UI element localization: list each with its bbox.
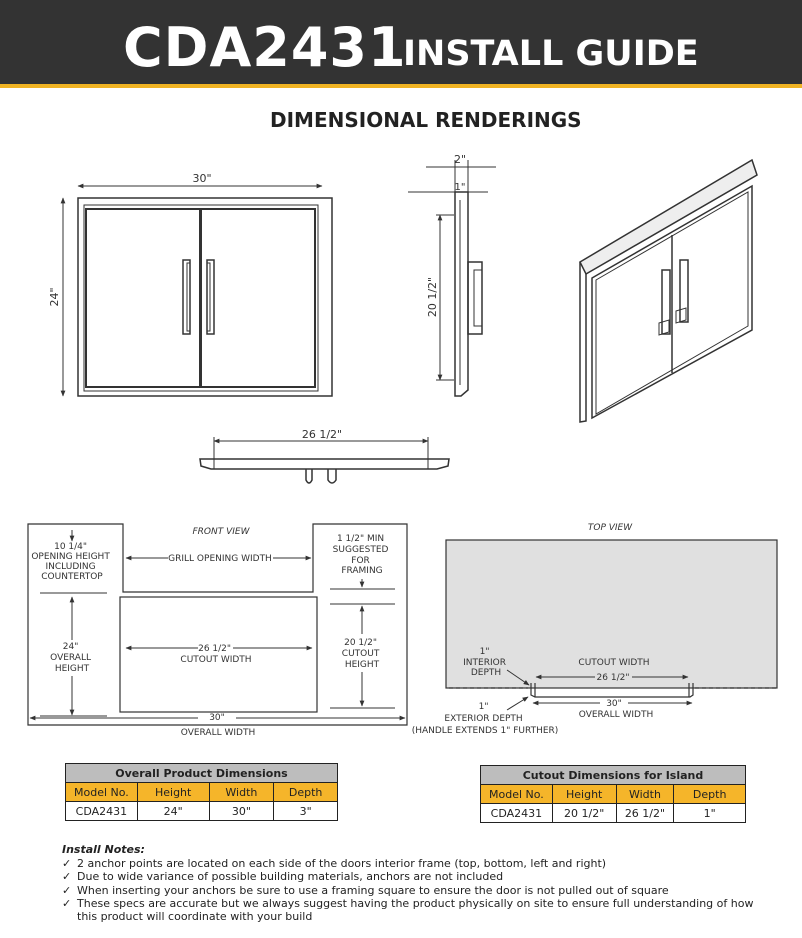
exterior-depth-note: 1" EXTERIOR DEPTH (HANDLE EXTENDS 1" FURTHER) [411,702,559,736]
column-header: Model No. [481,785,553,804]
notes-title: Install Notes: [62,843,145,856]
column-header: Model No. [66,783,138,802]
table-cell: 20 1/2" [552,804,616,823]
section-title: DIMENSIONAL RENDERINGS [270,108,582,132]
table-cell: 26 1/2" [616,804,674,823]
top-view-title: TOP VIEW [587,523,633,533]
check-icon: ✓ [62,883,72,897]
top-overall-width-value: 30" [606,699,622,709]
column-header: Depth [274,783,338,802]
opening-height-note: 10 1/4" OPENING HEIGHT INCLUDING COUNTERTOP [31,542,110,582]
top-cutout-width-value: 26 1/2" [596,673,630,683]
top-cutout-width-caption: CUTOUT WIDTH [578,658,650,668]
side-render [455,192,482,396]
check-icon: ✓ [62,896,72,910]
note-text: 2 anchor points are located on each side of the doors interior frame (top, bottom, left and right) [77,857,607,871]
side-depth-label: 2" [453,153,467,166]
side-height-label: 20 1/2" [426,276,439,318]
column-header: Height [552,785,616,804]
install-notes [62,843,762,923]
check-icon: ✓ [62,857,72,871]
cutout-dimensions-table [480,765,746,823]
note-item [62,870,762,883]
interior-depth-note: 1" INTERIOR DEPTH [463,647,506,678]
column-header: Height [137,783,209,802]
note-text: Due to wide variance of possible building materials, anchors are not included [77,870,504,884]
cutout-height-note: 20 1/2" CUTOUT HEIGHT [341,638,380,670]
column-header: Depth [674,785,746,804]
table-caption: Cutout Dimensions for Island [481,766,746,785]
table-cell: 30" [209,802,274,821]
note-item [62,857,762,870]
overall-dimensions-table [65,763,338,821]
cutout-width-note: 26 1/2" CUTOUT WIDTH [180,644,252,665]
table-cell: 3" [274,802,338,821]
note-item [62,897,762,923]
top-overall-width-caption: OVERALL WIDTH [578,710,654,720]
overall-width-caption: OVERALL WIDTH [180,728,256,738]
note-text: When inserting your anchors be sure to use a framing square to ensure the door is not pulled out of square [77,883,669,897]
table-cell: 1" [674,804,746,823]
check-icon: ✓ [62,870,72,884]
table-cell: CDA2431 [481,804,553,823]
front-width-label: 30" [192,172,212,185]
column-header: Width [616,785,674,804]
model-title: CDA2431 [123,16,407,79]
top-width-label: 26 1/2" [301,428,343,441]
column-header: Width [209,783,274,802]
table-cell: CDA2431 [66,802,138,821]
overall-width-value: 30" [209,713,225,723]
overall-height-note: 24" OVERALL HEIGHT [50,642,91,674]
note-text: These specs are accurate but we always suggest having the product physically on site to ensure full understanding of how this product will coordinate with your build [77,896,754,924]
front-height-label: 24" [48,287,61,307]
front-render [78,198,332,396]
note-item [62,884,762,897]
top-render [200,459,449,483]
table-cell: 24" [137,802,209,821]
guide-title: INSTALL GUIDE [403,34,699,74]
side-frame-label: 1" [454,182,466,193]
isometric-render [580,160,757,422]
grill-opening-label: GRILL OPENING WIDTH [168,554,272,564]
front-view-title: FRONT VIEW [192,527,250,537]
table-caption: Overall Product Dimensions [66,764,338,783]
framing-note: 1 1/2" MIN SUGGESTED FOR FRAMING [332,534,389,576]
